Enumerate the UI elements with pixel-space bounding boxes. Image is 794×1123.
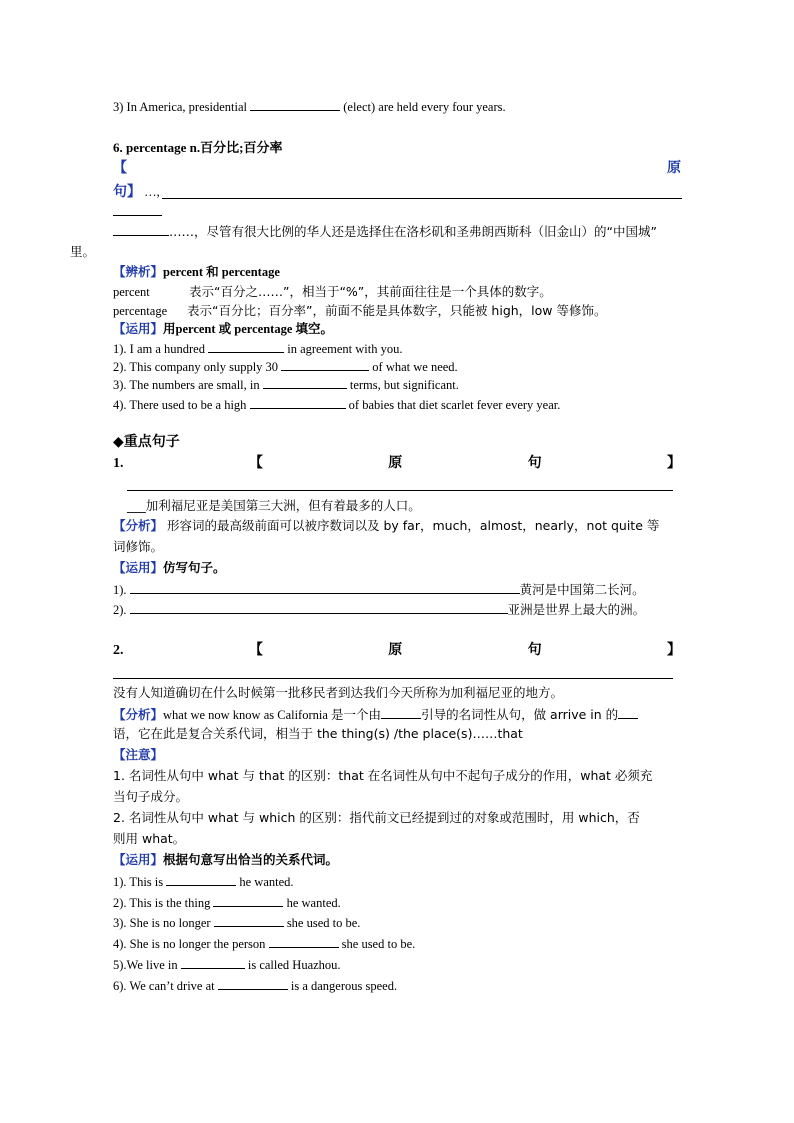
item-text-post: of what we need. — [372, 360, 458, 374]
label-char-ju: 句 — [527, 643, 542, 658]
answer-blank[interactable] — [263, 376, 347, 389]
exercise-item — [113, 340, 402, 357]
item-text-post: he wanted. — [286, 896, 341, 910]
use-title: 仿写句子。 — [163, 560, 226, 575]
pronoun-item — [113, 956, 341, 973]
use-title: 用percent 或 percentage 填空。 — [163, 322, 334, 336]
answer-blank[interactable] — [218, 977, 288, 990]
item-text-pre: 3) In America, presidential — [113, 100, 247, 114]
sentence-2-use-heading — [113, 852, 338, 868]
sentence-number: 2. — [113, 643, 124, 658]
analysis-phrase: what we now know as California — [163, 708, 328, 722]
translation-text: 加利福尼亚是美国第三大洲，但有着最多的人口。 — [145, 498, 421, 513]
label-char-yuan: 原 — [388, 456, 403, 471]
use-label: 【运用】 — [113, 322, 164, 336]
answer-blank[interactable] — [130, 581, 520, 594]
bracket-open: 【 — [113, 161, 127, 176]
sentence-2-analysis-cont: 语，它在此是复合关系代词，相当于 the thing(s) /the place(s)……that — [113, 726, 523, 741]
item-text-pre: 3). She is no longer — [113, 916, 211, 930]
analysis-title: percent 和 percentage — [163, 265, 280, 279]
item-text-post: 黄河是中国第二长河。 — [519, 582, 645, 597]
item-text-post: 亚洲是世界上最大的洲。 — [507, 602, 646, 617]
answer-blank[interactable] — [181, 956, 245, 969]
item-text-post: is called Huazhou. — [247, 958, 341, 972]
exercise-item — [113, 396, 560, 413]
answer-line[interactable] — [113, 215, 162, 216]
exercise-item-elect — [113, 98, 506, 115]
answer-line[interactable] — [162, 198, 682, 199]
percent-definition — [113, 284, 552, 300]
answer-blank[interactable] — [113, 223, 169, 236]
pronoun-item — [113, 873, 294, 890]
item-text-post: (elect) are held every four years. — [343, 100, 506, 114]
pronoun-item — [113, 894, 341, 911]
item-text-post: in agreement with you. — [287, 342, 403, 356]
answer-line[interactable] — [127, 490, 673, 491]
analysis-text-b: 引导的名词性从句，做 arrive in 的 — [421, 707, 619, 722]
item-text-post: she used to be. — [341, 937, 416, 951]
translation-text: ，尽管有很大比例的华人还是选择住在洛杉矶和圣弗朗西斯科（旧金山）的“中国城” — [194, 224, 657, 239]
answer-blank[interactable] — [281, 358, 369, 371]
item-text-pre: 5).We live in — [113, 958, 178, 972]
sentence-1-translation — [127, 498, 421, 514]
pronoun-item — [113, 935, 415, 952]
note-2-cont: 则用 what。 — [113, 831, 186, 846]
item-text-post: is a dangerous speed. — [290, 979, 398, 993]
item-text-post: terms, but significant. — [349, 378, 459, 392]
item-text-pre: 4). There used to be a high — [113, 398, 247, 412]
item-text-pre: 1). I am a hundred — [113, 342, 205, 356]
use-label: 【运用】 — [113, 853, 164, 867]
use-heading — [113, 321, 333, 337]
translation-line — [113, 223, 657, 240]
original-sentence-label — [113, 160, 681, 178]
answer-blank[interactable] — [250, 396, 346, 409]
item-text-pre: 4). She is no longer the person — [113, 937, 266, 951]
item-text-post: he wanted. — [239, 875, 294, 889]
analysis-label: 【分析】 — [113, 518, 164, 533]
exercise-item — [113, 376, 459, 393]
sentence-2-analysis — [113, 706, 638, 723]
note-1-cont: 当句子成分。 — [113, 789, 189, 804]
analysis-label: 【分析】 — [113, 708, 164, 722]
label-char-yuan: 原 — [388, 643, 403, 658]
item-text-pre: 1). — [113, 583, 127, 597]
percent-desc: 表示“百分之……”，相当于“%”，其前面往往是一个具体的数字。 — [189, 284, 552, 299]
answer-blank[interactable] — [250, 98, 340, 111]
answer-blank[interactable] — [208, 340, 284, 353]
percentage-definition — [113, 303, 607, 319]
item-text-pre: 1). This is — [113, 875, 164, 889]
exercise-item — [113, 358, 458, 375]
sentence-1-use-heading — [113, 560, 226, 576]
answer-blank[interactable] — [166, 873, 236, 886]
answer-blank[interactable] — [213, 894, 283, 907]
ellipsis: …, — [144, 185, 160, 199]
note-1: 1. 名词性从句中 what 与 that 的区别：that 在名词性从句中不起句子成分的作用，what 必须充 — [113, 768, 653, 783]
item-text-pre: 2). This company only supply 30 — [113, 360, 279, 374]
bracket-open: 【 — [248, 643, 263, 658]
answer-blank[interactable] — [618, 706, 638, 719]
item-text-pre: 3). The numbers are small, in — [113, 378, 260, 392]
translation-continuation: 里。 — [70, 244, 96, 259]
translation-dots: …… — [169, 224, 194, 239]
item-text-post: she used to be. — [286, 916, 361, 930]
analysis-label: 【辨析】 — [113, 265, 164, 279]
analysis-heading — [113, 264, 280, 280]
answer-blank[interactable] — [214, 914, 284, 927]
analysis-text-a: 是一个由 — [331, 707, 382, 722]
sentence-1-analysis — [113, 518, 659, 534]
answer-line[interactable] — [113, 678, 673, 679]
item-text-pre: 2). — [113, 603, 127, 617]
item-text-pre: 6). We can’t drive at — [113, 979, 215, 993]
bracket-open: 【 — [248, 456, 263, 471]
sentence-1-label — [113, 455, 681, 473]
section-heading-percentage: 6. percentage n.百分比;百分率 — [113, 140, 283, 155]
sentence-1-analysis-cont: 词修饰。 — [113, 539, 164, 554]
use-title: 根据句意写出恰当的关系代词。 — [163, 852, 339, 867]
sentence-2-label — [113, 642, 681, 660]
bracket-close: 】 — [667, 456, 681, 471]
imitation-item — [113, 581, 645, 598]
use-label: 【运用】 — [113, 561, 164, 575]
note-label: 【注意】 — [113, 748, 164, 762]
answer-blank[interactable] — [381, 706, 421, 719]
answer-blank[interactable] — [130, 601, 508, 614]
translation-blank: ___ — [127, 498, 146, 513]
label-char-yuan: 原 — [667, 161, 681, 176]
item-text-post: of babies that diet scarlet fever every year. — [348, 398, 561, 412]
sentence-2-translation: 没有人知道确切在什么时候第一批移民者到达我们今天所称为加利福尼亚的地方。 — [113, 685, 564, 700]
section-heading-key-sentences: ◆重点句子 — [113, 434, 180, 450]
pronoun-item — [113, 914, 360, 931]
term-percent: percent — [113, 285, 150, 299]
label-char-ju: 句】 — [113, 185, 141, 200]
bracket-close: 】 — [667, 643, 681, 658]
analysis-text: 形容词的最高级前面可以被序数词以及 by far，much，almost，nearly，not quite 等 — [167, 518, 660, 533]
answer-blank[interactable] — [269, 935, 339, 948]
item-text-pre: 2). This is the thing — [113, 896, 211, 910]
term-percentage: percentage — [113, 304, 168, 318]
pronoun-item — [113, 977, 397, 994]
sentence-number: 1. — [113, 456, 124, 471]
note-2: 2. 名词性从句中 what 与 which 的区别：指代前文已经提到过的对象或范围时，用 which，否 — [113, 810, 640, 825]
original-sentence-line — [113, 184, 160, 201]
percentage-desc: 表示“百分比；百分率”，前面不能是具体数字，只能被 high，low 等修饰。 — [187, 303, 607, 318]
imitation-item — [113, 601, 645, 618]
label-char-ju: 句 — [527, 456, 542, 471]
